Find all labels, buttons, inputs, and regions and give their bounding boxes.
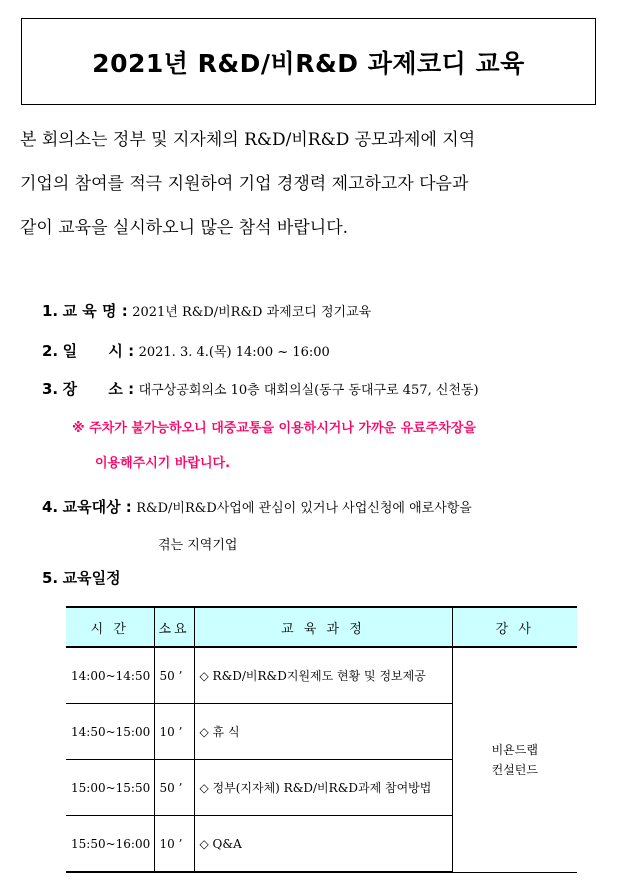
cell-course: ◇ Q&A: [194, 816, 452, 873]
item-number: 5.: [42, 569, 59, 587]
cell-duration: 50 ’: [154, 760, 194, 816]
item-label: 장 소 :: [62, 380, 135, 398]
title-box: [21, 18, 596, 105]
item-datetime: [42, 340, 330, 361]
item-label: 교 육 명 :: [62, 302, 128, 320]
intro-line: 기업의 참여를 적극 지원하여 기업 경쟁력 제고하고자 다음과: [20, 174, 469, 194]
item-target: [42, 496, 472, 517]
item-label: 교육대상 :: [62, 498, 132, 516]
item-number: 3.: [42, 380, 59, 398]
item-location: [42, 378, 479, 399]
parking-notice-line: ※ 주차가 불가능하오니 대중교통을 이용하시거나 가까운 유료주차장을: [72, 421, 476, 436]
table-row: [66, 647, 577, 704]
header-instructor: 강 사: [452, 607, 577, 647]
cell-time: 14:50~15:00: [66, 704, 154, 760]
cell-course: ◇ 정부(지자체) R&D/비R&D과제 참여방법: [194, 760, 452, 816]
item-number: 1.: [42, 302, 59, 320]
cell-duration: 50 ’: [154, 647, 194, 704]
intro-line: 본 회의소는 정부 및 지자체의 R&D/비R&D 공모과제에 지역: [20, 130, 476, 150]
cell-duration: 10 ’: [154, 704, 194, 760]
item-target-continued: [158, 534, 237, 553]
header-course: 교 육 과 정: [194, 607, 452, 647]
parking-notice-line: 이용해주시기 바랍니다.: [95, 456, 231, 471]
instructor-line: 컨설턴드: [491, 762, 538, 777]
intro-line: 같이 교육을 실시하오니 많은 참석 바랍니다.: [20, 218, 349, 238]
cell-instructor: [452, 647, 577, 872]
document-title: 2021년 R&D/비R&D 과제코디 교육: [92, 48, 525, 78]
cell-time: 15:50~16:00: [66, 816, 154, 873]
cell-duration: 10 ’: [154, 816, 194, 873]
item-value: 2021. 3. 4.(목) 14:00 ~ 16:00: [138, 345, 330, 360]
item-number: 2.: [42, 342, 59, 360]
cell-time: 14:00~14:50: [66, 647, 154, 704]
item-value: R&D/비R&D사업에 관심이 있거나 사업신청에 애로사항을: [136, 501, 472, 516]
schedule-table: [66, 606, 577, 873]
header-duration: 소요: [154, 607, 194, 647]
item-schedule: [42, 567, 121, 588]
item-value: 2021년 R&D/비R&D 과제코디 정기교육: [132, 305, 372, 320]
header-time: 시 간: [66, 607, 154, 647]
item-value: 겪는 지역기업: [158, 538, 238, 553]
item-label: 일 시 :: [62, 342, 135, 360]
item-course-name: [42, 300, 371, 321]
intro-paragraph: [20, 118, 605, 250]
item-number: 4.: [42, 498, 59, 516]
instructor-line: 비욘드랩: [491, 742, 538, 757]
table-header-row: [66, 607, 577, 647]
item-label: 교육일정: [62, 569, 121, 587]
cell-time: 15:00~15:50: [66, 760, 154, 816]
cell-course: ◇ 휴 식: [194, 704, 452, 760]
item-value: 대구상공회의소 10층 대회의실(동구 동대구로 457, 신천동): [138, 383, 479, 398]
cell-course: ◇ R&D/비R&D지원제도 현황 및 정보제공: [194, 647, 452, 704]
